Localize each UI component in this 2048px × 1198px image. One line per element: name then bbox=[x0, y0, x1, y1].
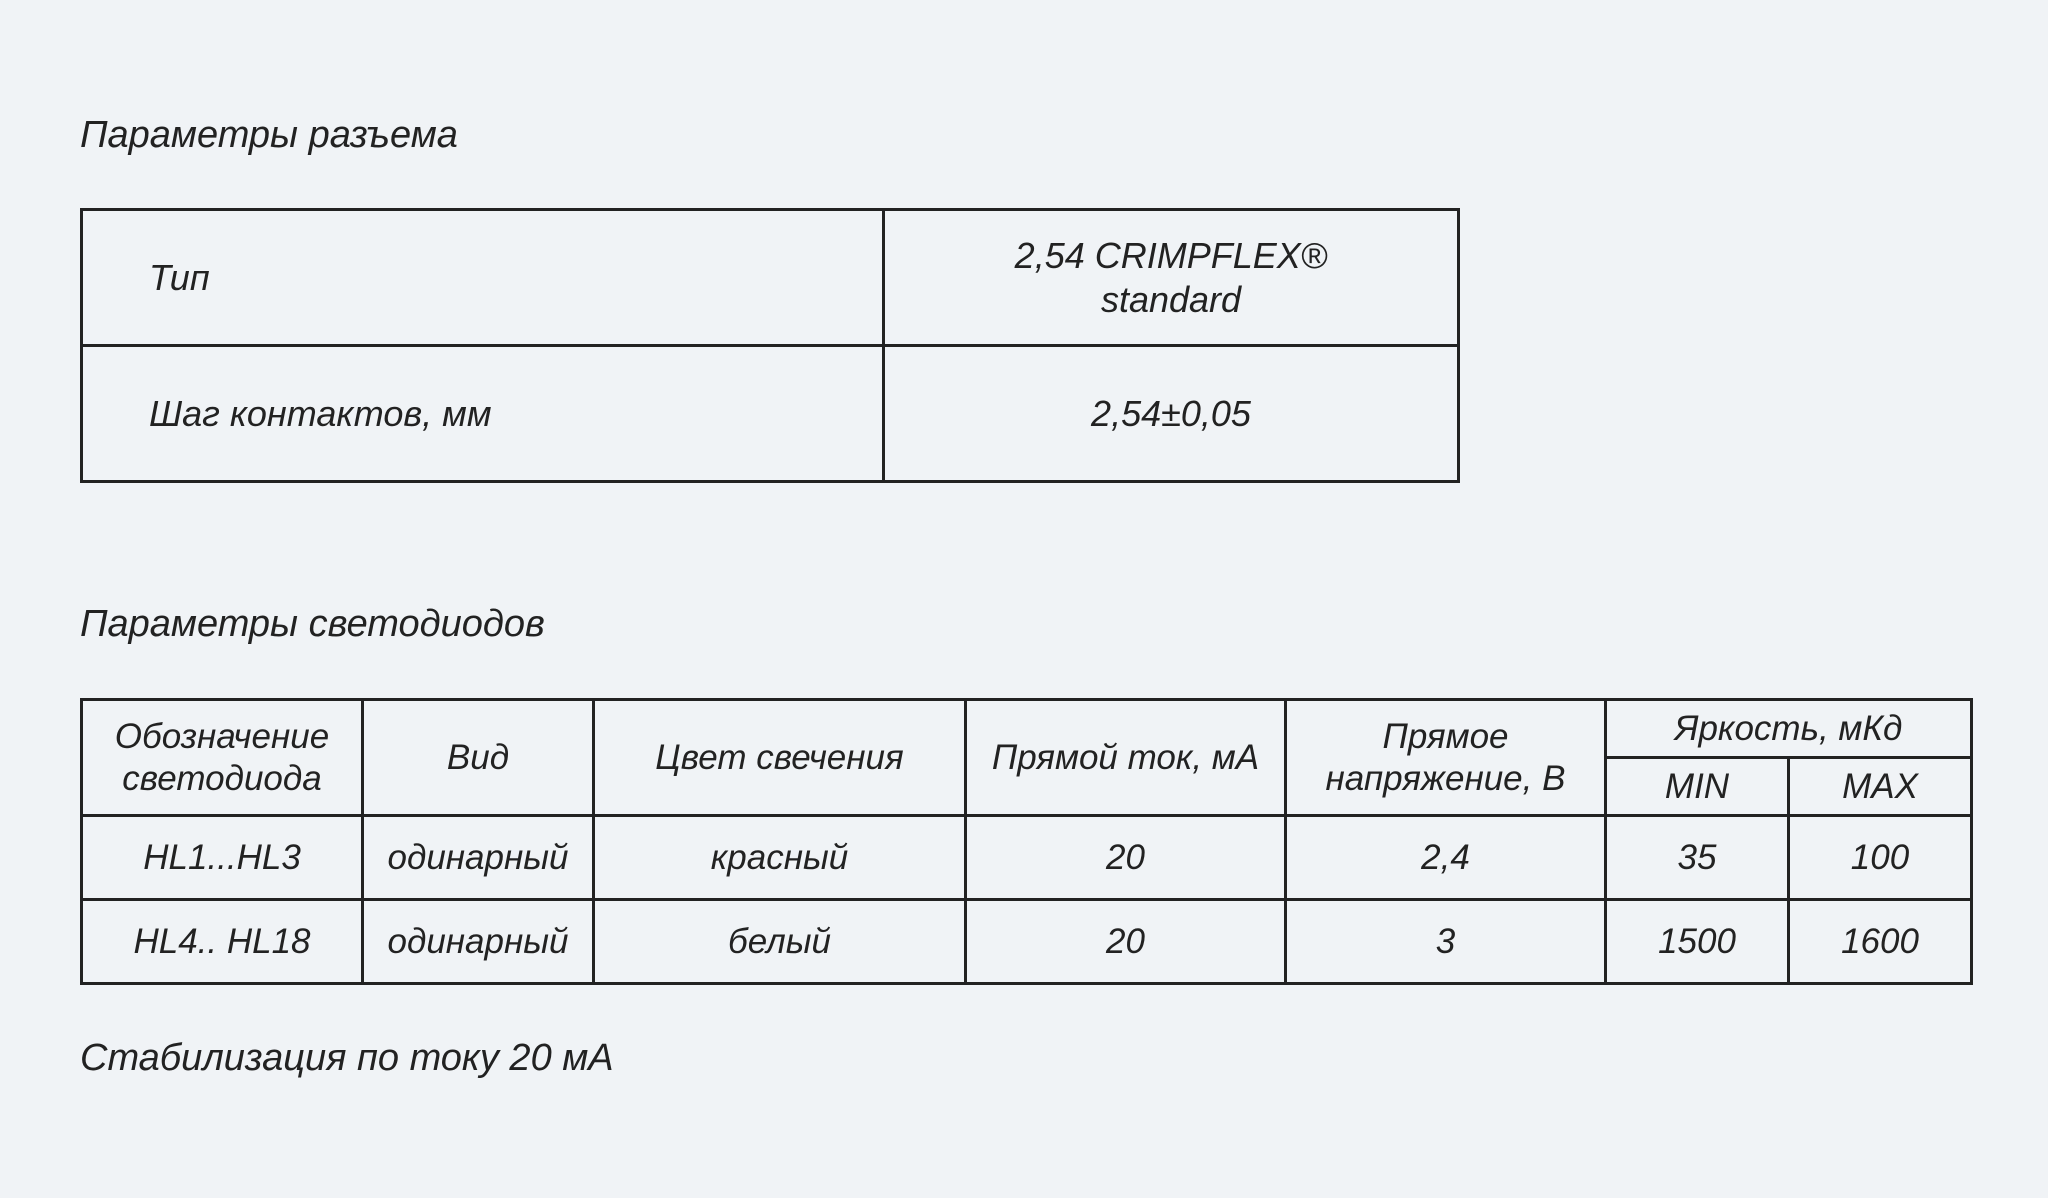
type-value bbox=[884, 210, 1459, 346]
led-params-table bbox=[80, 698, 1973, 985]
cell-designation: HL1...HL3 bbox=[82, 816, 363, 900]
type-value-line1: 2,54 CRIMPFLEX® bbox=[1014, 235, 1328, 277]
pitch-value: 2,54±0,05 bbox=[884, 346, 1459, 482]
current-stabilization-note: Стабилизация по току 20 мА bbox=[80, 1037, 614, 1079]
cell-type: одинарный bbox=[363, 900, 594, 984]
header-voltage bbox=[1286, 700, 1606, 816]
table-row bbox=[82, 210, 1459, 346]
table-row bbox=[82, 900, 1972, 984]
cell-current: 20 bbox=[966, 816, 1286, 900]
table-row bbox=[82, 346, 1459, 482]
cell-color: красный bbox=[594, 816, 966, 900]
header-brightness: Яркость, мКд bbox=[1606, 700, 1972, 758]
cell-max: 1600 bbox=[1789, 900, 1972, 984]
cell-voltage: 2,4 bbox=[1286, 816, 1606, 900]
cell-color: белый bbox=[594, 900, 966, 984]
pitch-label: Шаг контактов, мм bbox=[82, 346, 884, 482]
header-designation bbox=[82, 700, 363, 816]
header-min: MIN bbox=[1606, 758, 1789, 816]
cell-current: 20 bbox=[966, 900, 1286, 984]
led-params-heading: Параметры светодиодов bbox=[80, 603, 545, 645]
header-voltage-line2: напряжение, В bbox=[1325, 758, 1566, 798]
table-header-row bbox=[82, 700, 1972, 758]
header-designation-line1: Обозначение bbox=[114, 716, 330, 756]
table-row bbox=[82, 816, 1972, 900]
cell-type: одинарный bbox=[363, 816, 594, 900]
connector-params-table bbox=[80, 208, 1460, 483]
header-designation-line2: светодиода bbox=[122, 758, 322, 798]
cell-designation: HL4.. HL18 bbox=[82, 900, 363, 984]
type-label: Тип bbox=[82, 210, 884, 346]
header-max: MAX bbox=[1789, 758, 1972, 816]
cell-min: 1500 bbox=[1606, 900, 1789, 984]
cell-min: 35 bbox=[1606, 816, 1789, 900]
cell-max: 100 bbox=[1789, 816, 1972, 900]
type-value-line2: standard bbox=[1100, 278, 1242, 320]
header-type: Вид bbox=[363, 700, 594, 816]
header-voltage-line1: Прямое bbox=[1382, 716, 1509, 756]
cell-voltage: 3 bbox=[1286, 900, 1606, 984]
connector-params-heading: Параметры разъема bbox=[80, 114, 458, 156]
header-current: Прямой ток, мА bbox=[966, 700, 1286, 816]
header-color: Цвет свечения bbox=[594, 700, 966, 816]
